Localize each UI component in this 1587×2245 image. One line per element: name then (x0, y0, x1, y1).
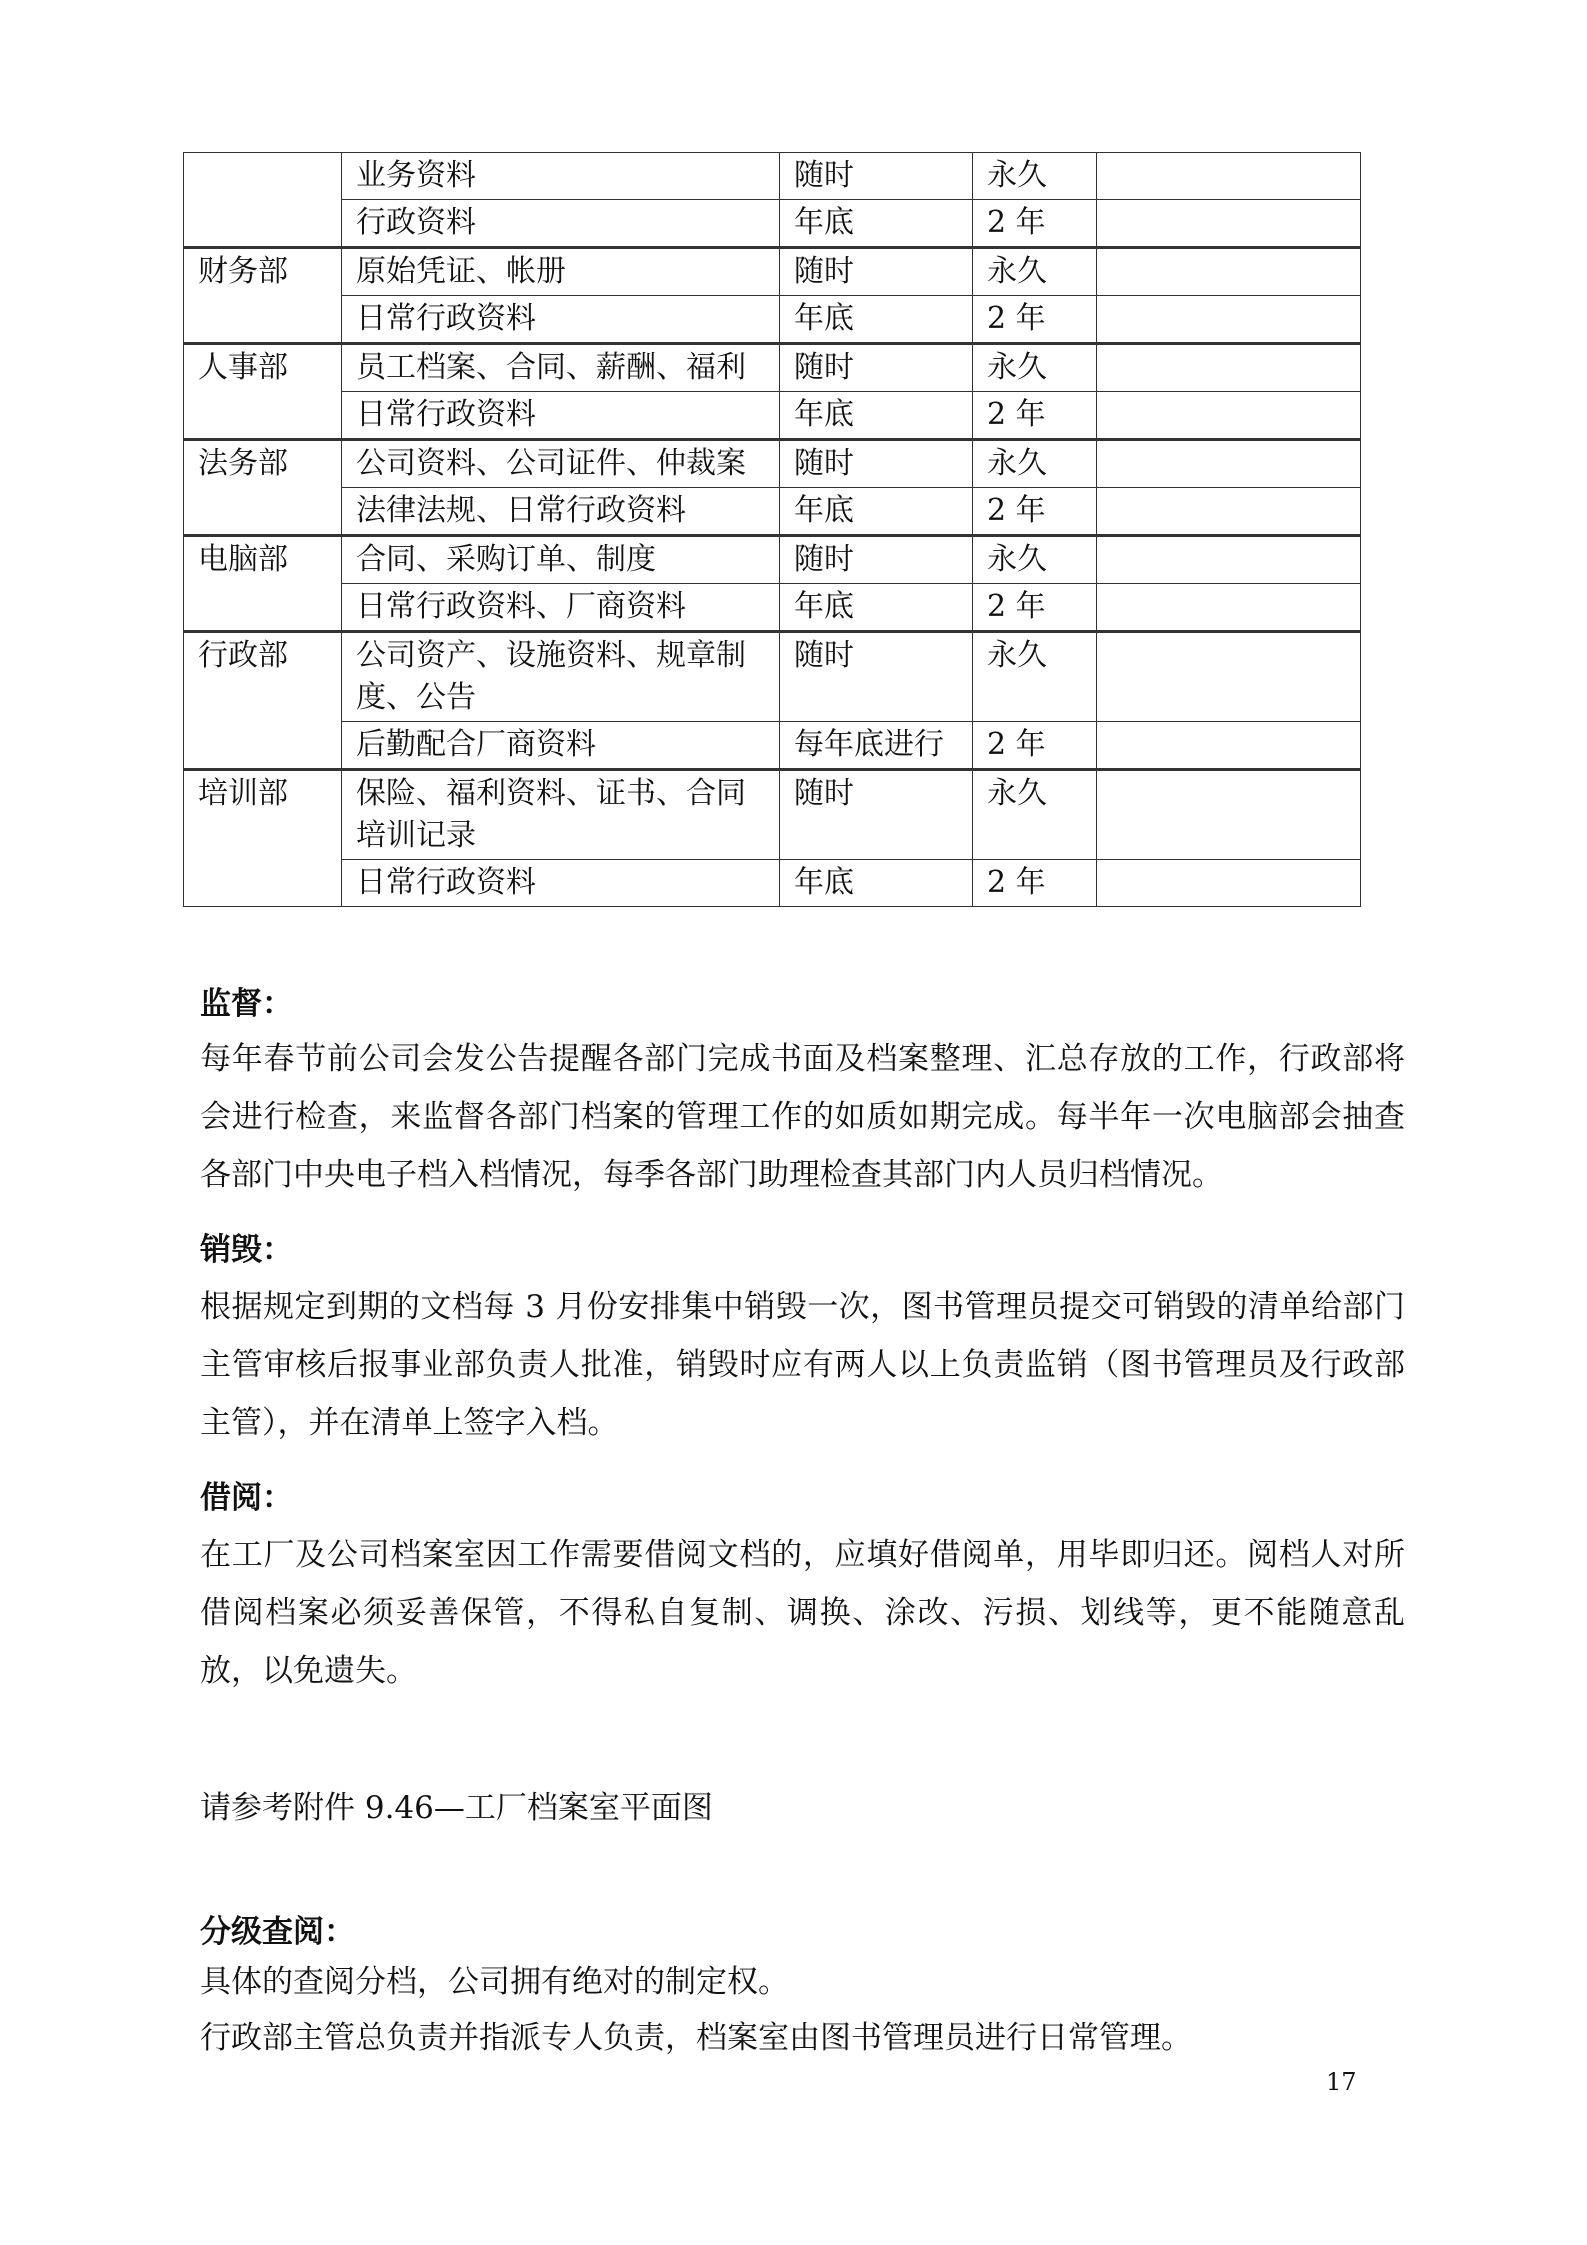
note-cell (1097, 632, 1361, 722)
archive-retention-table (183, 152, 1361, 907)
timing-cell: 随时 (780, 770, 973, 860)
content-cell: 业务资料 (342, 153, 780, 200)
table-row (184, 344, 1361, 392)
department-cell: 行政部 (184, 632, 342, 770)
department-cell (184, 153, 342, 248)
table-row (184, 632, 1361, 722)
period-cell: 2 年 (973, 488, 1097, 536)
timing-cell: 年底 (780, 296, 973, 344)
period-cell: 永久 (973, 153, 1097, 200)
content-cell: 法律法规、日常行政资料 (342, 488, 780, 536)
classified-access-line-2: 行政部主管总负责并指派专人负责，档案室由图书管理员进行日常管理。 (200, 2020, 1192, 2056)
note-cell (1097, 392, 1361, 440)
destruction-heading: 销毁： (200, 1232, 293, 1268)
timing-cell: 年底 (780, 392, 973, 440)
table-row (184, 770, 1361, 860)
borrowing-heading: 借阅： (200, 1480, 293, 1516)
classified-access-line-1: 具体的查阅分档，公司拥有绝对的制定权。 (200, 1964, 789, 2000)
content-cell: 原始凭证、帐册 (342, 248, 780, 296)
timing-cell: 随时 (780, 536, 973, 584)
department-cell: 财务部 (184, 248, 342, 344)
timing-cell: 年底 (780, 200, 973, 248)
table-row (184, 248, 1361, 296)
period-cell: 2 年 (973, 860, 1097, 907)
content-cell: 保险、福利资料、证书、合同培训记录 (342, 770, 780, 860)
content-cell: 日常行政资料 (342, 296, 780, 344)
content-cell: 日常行政资料 (342, 860, 780, 907)
table-row (184, 153, 1361, 200)
supervision-paragraph: 每年春节前公司会发公告提醒各部门完成书面及档案整理、汇总存放的工作，行政部将会进行检查，来监督各部门档案的管理工作的如质如期完成。每半年一次电脑部会抽查各部门中央电子档入档情况，每季各部门助理检查其部门内人员归档情况。 (200, 1041, 1405, 1193)
note-cell (1097, 440, 1361, 488)
table-row (184, 860, 1361, 907)
attachment-reference: 请参考附件 9.46—工厂档案室平面图 (200, 1790, 713, 1826)
page-number: 17 (1326, 2068, 1357, 2096)
timing-cell: 随时 (780, 344, 973, 392)
department-cell: 法务部 (184, 440, 342, 536)
timing-cell: 随时 (780, 440, 973, 488)
note-cell (1097, 200, 1361, 248)
note-cell (1097, 770, 1361, 860)
content-cell: 行政资料 (342, 200, 780, 248)
content-cell: 日常行政资料 (342, 392, 780, 440)
note-cell (1097, 536, 1361, 584)
timing-cell: 随时 (780, 153, 973, 200)
department-cell: 电脑部 (184, 536, 342, 632)
destruction-paragraph: 根据规定到期的文档每 3 月份安排集中销毁一次，图书管理员提交可销毁的清单给部门主管审核后报事业部负责人批准，销毁时应有两人以上负责监销（图书管理员及行政部主管），并在清单上签字入档。 (200, 1289, 1405, 1441)
content-cell: 公司资料、公司证件、仲裁案 (342, 440, 780, 488)
table-row (184, 488, 1361, 536)
note-cell (1097, 722, 1361, 770)
period-cell: 2 年 (973, 296, 1097, 344)
period-cell: 永久 (973, 344, 1097, 392)
timing-cell: 随时 (780, 248, 973, 296)
supervision-heading: 监督： (200, 986, 293, 1022)
content-cell: 日常行政资料、厂商资料 (342, 584, 780, 632)
period-cell: 永久 (973, 632, 1097, 722)
timing-cell: 每年底进行 (780, 722, 973, 770)
department-cell: 人事部 (184, 344, 342, 440)
timing-cell: 随时 (780, 632, 973, 722)
content-cell: 合同、采购订单、制度 (342, 536, 780, 584)
period-cell: 2 年 (973, 200, 1097, 248)
table-row (184, 440, 1361, 488)
department-cell: 培训部 (184, 770, 342, 907)
classified-access-heading: 分级查阅： (200, 1914, 355, 1950)
note-cell (1097, 344, 1361, 392)
borrowing-paragraph: 在工厂及公司档案室因工作需要借阅文档的，应填好借阅单，用毕即归还。阅档人对所借阅档案必须妥善保管，不得私自复制、调换、涂改、污损、划线等，更不能随意乱放，以免遗失。 (200, 1537, 1405, 1689)
period-cell: 永久 (973, 536, 1097, 584)
table-row (184, 392, 1361, 440)
period-cell: 2 年 (973, 722, 1097, 770)
content-cell: 公司资产、设施资料、规章制度、公告 (342, 632, 780, 722)
table-row (184, 536, 1361, 584)
timing-cell: 年底 (780, 584, 973, 632)
note-cell (1097, 860, 1361, 907)
period-cell: 2 年 (973, 392, 1097, 440)
period-cell: 永久 (973, 770, 1097, 860)
period-cell: 永久 (973, 248, 1097, 296)
table-row (184, 584, 1361, 632)
note-cell (1097, 153, 1361, 200)
table-row (184, 200, 1361, 248)
timing-cell: 年底 (780, 488, 973, 536)
timing-cell: 年底 (780, 860, 973, 907)
period-cell: 永久 (973, 440, 1097, 488)
period-cell: 2 年 (973, 584, 1097, 632)
table-row (184, 296, 1361, 344)
note-cell (1097, 488, 1361, 536)
table-row (184, 722, 1361, 770)
content-cell: 员工档案、合同、薪酬、福利 (342, 344, 780, 392)
note-cell (1097, 248, 1361, 296)
content-cell: 后勤配合厂商资料 (342, 722, 780, 770)
note-cell (1097, 584, 1361, 632)
note-cell (1097, 296, 1361, 344)
